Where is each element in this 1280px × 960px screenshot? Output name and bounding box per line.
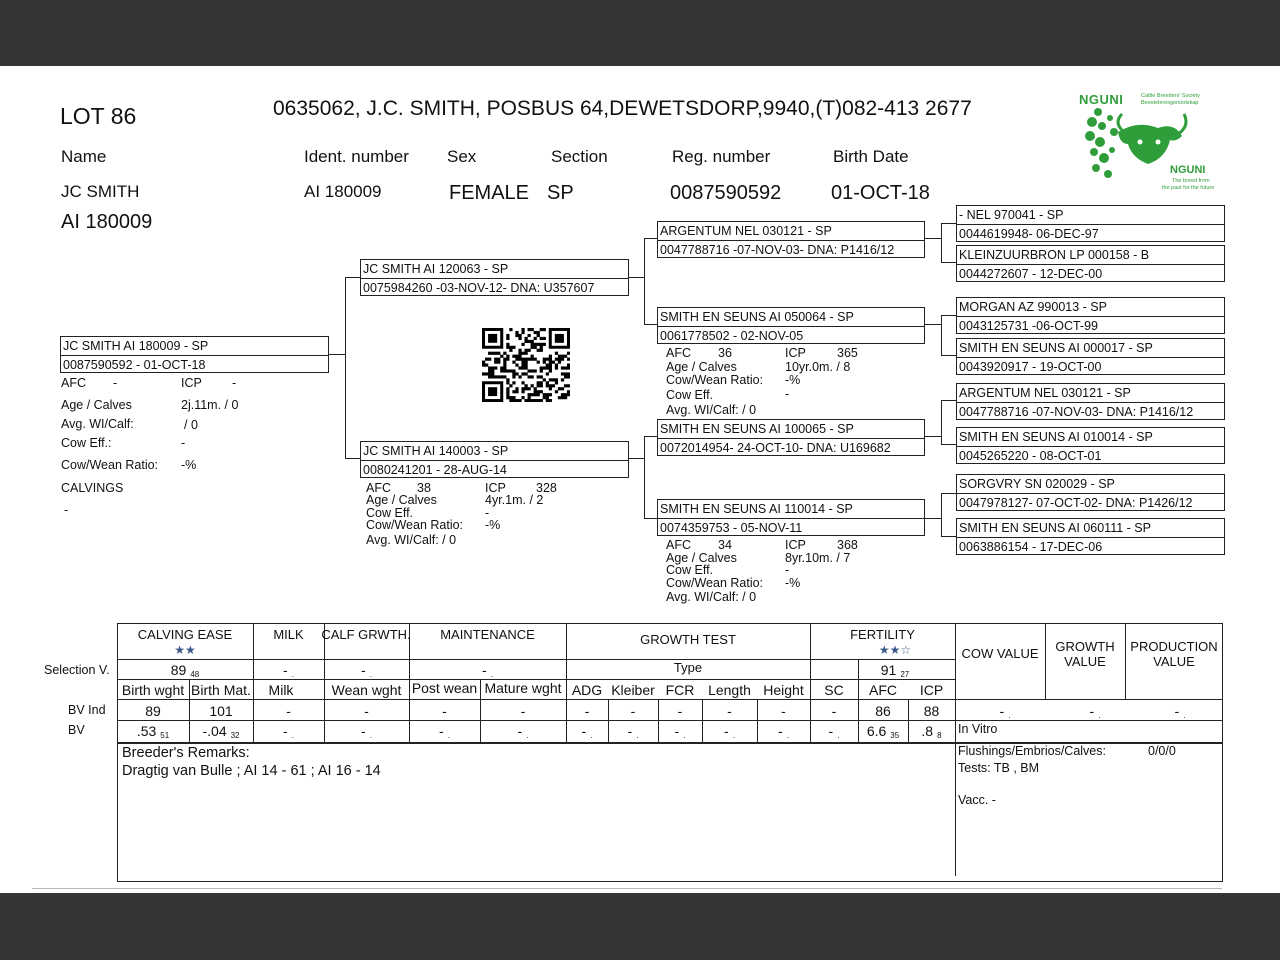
ss-reg: 0047788716 -07-NOV-03- DNA: P1416/12 <box>660 243 895 257</box>
gg-reg: 0044619948- 06-DEC-97 <box>959 227 1099 241</box>
self-age: 2j.11m. / 0 <box>181 398 239 412</box>
ds-name: SMITH EN SEUNS AI 100065 - SP <box>658 420 924 439</box>
sd-afc-label: AFC <box>666 346 691 360</box>
flushings-value: 0/0/0 <box>1148 744 1176 758</box>
dam-reg: 0080241201 - 28-AUG-14 <box>363 463 507 477</box>
col-fcr: FCR <box>665 682 695 698</box>
col-birth-weight: Birth wght <box>121 682 185 698</box>
logo-brand: NGUNI <box>1170 164 1206 176</box>
dd-eff-label: Cow Eff. <box>666 563 714 577</box>
dam-age-label: Age / Calves <box>366 493 437 507</box>
bv-ind-cell: - <box>781 703 786 719</box>
dam-eff-label: Cow Eff. <box>366 506 414 520</box>
self-wean-label: Cow/Wean Ratio: <box>61 458 159 472</box>
bv-cell: - $_.$ <box>778 723 789 740</box>
dam-afc: 38 <box>417 481 431 495</box>
sd-wean-label: Cow/Wean Ratio: <box>666 373 764 387</box>
production-value-header-1: PRODUCTION <box>1130 639 1218 654</box>
gg-reg: 0047788716 -07-NOV-03- DNA: P1416/12 <box>959 405 1194 419</box>
maintenance-header: MAINTENANCE <box>440 627 535 642</box>
tests-text: Tests: TB , BM <box>958 761 1040 775</box>
dd-icp-label: ICP <box>785 538 806 552</box>
col-adg: ADG <box>571 682 603 698</box>
animal-sex: FEMALE <box>449 182 530 204</box>
dam-wean: -% <box>485 518 501 532</box>
gg-name: SMITH EN SEUNS AI 010014 - SP <box>957 428 1224 447</box>
gg-name: ARGENTUM NEL 030121 - SP <box>957 384 1224 403</box>
dd-reg: 0074359753 - 05-NOV-11 <box>660 521 803 535</box>
animal-name-2: AI 180009 <box>61 211 153 233</box>
bv-ind-label: BV Ind <box>68 703 106 717</box>
fertility-stars: ★★☆ <box>878 643 912 657</box>
selection-calving-ease: 89 $_{48}$ <box>170 662 200 679</box>
bv-ind-cell: - <box>584 703 590 719</box>
bv-ind-cell: - <box>677 703 683 719</box>
gg-reg: 0043125731 -06-OCT-99 <box>959 319 1098 333</box>
vacc-text: Vacc. - <box>958 793 996 807</box>
self-eff-label: Cow Eff.: <box>61 436 112 450</box>
bv-cell: - $_.$ <box>674 723 686 740</box>
self-wi-label: Avg. WI/Calf: <box>61 417 134 431</box>
bv-ind-cell: - <box>364 703 369 719</box>
bv-label: BV <box>68 723 85 737</box>
selection-milk: - $_.$ <box>283 662 294 679</box>
sd-eff-label: Cow Eff. <box>666 388 714 402</box>
dam-eff: - <box>485 506 490 520</box>
dd-age: 8yr.10m. / 7 <box>785 551 851 565</box>
col-afc: AFC <box>869 682 897 698</box>
logo-tagline-1: The breed from <box>1172 178 1210 184</box>
col-mature-weight: Mature wght <box>484 680 562 696</box>
bv-cell: -.04 $_{32}$ <box>202 723 240 740</box>
gg-name: SMITH EN SEUNS AI 000017 - SP <box>957 339 1224 358</box>
section-label: Section <box>551 147 608 166</box>
sd-afc: 36 <box>718 346 732 360</box>
self-wi: / 0 <box>184 418 198 432</box>
dd-afc: 34 <box>718 538 732 552</box>
gg-name: MORGAN AZ 990013 - SP <box>957 298 1224 317</box>
reg-label: Reg. number <box>672 147 771 166</box>
col-kleiber: Kleiber <box>611 682 655 698</box>
self-icp-label: ICP <box>181 376 202 390</box>
bv-cell: - $_.$ <box>581 723 593 740</box>
selection-maintenance: - $_.$ <box>482 662 493 679</box>
sire-name: JC SMITH AI 120063 - SP <box>361 260 628 279</box>
sd-age: 10yr.0m. / 8 <box>785 360 851 374</box>
self-eff: - <box>181 436 186 450</box>
gg-name: SORGVRY SN 020029 - SP <box>957 475 1224 494</box>
bv-ind-cell: - <box>520 703 526 719</box>
growth-value-header-2: VALUE <box>1064 654 1106 669</box>
dd-wi: Avg. WI/Calf: / 0 <box>666 590 757 604</box>
sd-wean: -% <box>785 373 801 387</box>
flushings-label: Flushings/Embrios/Calves: <box>958 744 1106 758</box>
animal-reg: 0087590592 <box>670 182 782 204</box>
remarks-text: Dragtig van Bulle ; AI 14 - 61 ; AI 16 - 14 <box>122 763 381 779</box>
dam-wi: Avg. WI/Calf: / 0 <box>366 533 457 547</box>
self-afc-label: AFC <box>61 376 86 390</box>
viewer-top-bar <box>0 0 1280 66</box>
production-value-header-2: VALUE <box>1153 654 1195 669</box>
gg-name: - NEL 970041 - SP <box>957 206 1224 225</box>
col-post-wean: Post wean <box>411 680 478 696</box>
dam-name: JC SMITH AI 140003 - SP <box>361 442 628 461</box>
gg-reg: 0044272607 - 12-DEC-00 <box>959 267 1103 281</box>
animal-birth: 01-OCT-18 <box>831 182 930 204</box>
dam-age: 4yr.1m. / 2 <box>485 493 544 507</box>
sd-name: SMITH EN SEUNS AI 050064 - SP <box>658 308 924 327</box>
sd-reg: 0061778502 - 02-NOV-05 <box>660 329 804 343</box>
remarks-label: Breeder's Remarks: <box>122 745 250 761</box>
lot-sheet-page <box>0 66 1280 893</box>
bv-ind-cell: - <box>727 703 732 719</box>
gg-reg: 0045265220 - 08-OCT-01 <box>959 449 1102 463</box>
col-birth-maternal: Birth Mat. <box>191 682 251 698</box>
dd-wean-label: Cow/Wean Ratio: <box>666 576 764 590</box>
self-reg: 0087590592 - 01-OCT-18 <box>63 358 206 372</box>
milk-header: MILK <box>273 627 304 642</box>
breeder-contact: 0635062, J.C. SMITH, POSBUS 64,DEWETSDORP,9940,(T)082-413 2677 <box>273 97 972 120</box>
bv-cell: - $_.$ <box>283 723 294 740</box>
bv-ind-production-value: - $_.$ <box>1174 703 1186 720</box>
dd-icp: 368 <box>837 538 858 552</box>
gg-reg: 0043920917 - 19-OCT-00 <box>959 360 1102 374</box>
bv-ind-cell: - <box>286 703 291 719</box>
selection-value-label: Selection V. <box>44 663 110 677</box>
logo-title: NGUNI <box>1079 92 1124 107</box>
bv-cell: .8 $_8$ <box>921 723 942 740</box>
bv-cell: - $_.$ <box>439 723 450 740</box>
bv-cell: .53 $_{51}$ <box>136 723 170 740</box>
bv-ind-cell: - <box>831 703 837 719</box>
gg-reg: 0047978127- 07-OCT-02- DNA: P1426/12 <box>959 496 1193 510</box>
birth-label: Birth Date <box>833 147 909 166</box>
col-length: Length <box>708 682 751 698</box>
bv-cell: - $_.$ <box>627 723 639 740</box>
selection-calf-growth: - $_.$ <box>361 662 372 679</box>
growth-test-header: GROWTH TEST <box>640 632 736 647</box>
cow-value-header: COW VALUE <box>961 646 1039 661</box>
bv-ind-growth-value: - $_.$ <box>1089 703 1101 720</box>
calving-ease-stars: ★★ <box>174 643 196 657</box>
self-calvings-label: CALVINGS <box>61 481 124 495</box>
dam-wean-label: Cow/Wean Ratio: <box>366 518 464 532</box>
bv-cell: - $_.$ <box>361 723 372 740</box>
dd-name: SMITH EN SEUNS AI 110014 - SP <box>658 500 924 519</box>
gg-name: SMITH EN SEUNS AI 060111 - SP <box>957 519 1224 538</box>
calf-growth-header: CALF GRWTH. <box>321 627 411 642</box>
growth-value-header-1: GROWTH <box>1055 639 1115 654</box>
animal-ident: AI 180009 <box>304 182 382 201</box>
dam-afc-label: AFC <box>366 481 391 495</box>
bv-cell: 6.6 $_{35}$ <box>866 723 900 740</box>
col-milk: Milk <box>268 682 294 698</box>
self-calvings: - <box>64 503 69 517</box>
gg-reg: 0063886154 - 17-DEC-06 <box>959 540 1103 554</box>
type-header: Type <box>673 660 703 675</box>
gg-name: KLEINZUURBRON LP 000158 - B <box>957 246 1224 265</box>
page-bottom-rule <box>32 888 1222 889</box>
bv-ind-cell: 86 <box>875 703 891 719</box>
col-icp: ICP <box>919 682 944 698</box>
ss-name: ARGENTUM NEL 030121 - SP <box>658 222 924 241</box>
dam-icp-label: ICP <box>485 481 506 495</box>
calving-ease-header: CALVING EASE <box>137 627 233 642</box>
self-afc: - <box>113 376 118 390</box>
col-wean-weight: Wean wght <box>331 682 402 698</box>
sd-icp: 365 <box>837 346 858 360</box>
bv-ind-cell: 101 <box>209 703 233 719</box>
sd-eff: - <box>785 387 790 401</box>
dd-wean: -% <box>785 576 801 590</box>
col-height: Height <box>763 682 804 698</box>
self-icp: - <box>232 376 237 390</box>
self-age-label: Age / Calves <box>61 398 132 412</box>
in-vitro-label: In Vitro <box>958 722 998 736</box>
sd-wi: Avg. WI/Calf: / 0 <box>666 403 757 417</box>
fertility-header: FERTILITY <box>850 627 915 642</box>
viewer-bottom-bar <box>0 893 1280 960</box>
dd-eff: - <box>785 563 790 577</box>
name-label: Name <box>61 147 107 166</box>
dam-icp: 328 <box>536 481 557 495</box>
sex-label: Sex <box>447 147 477 166</box>
sd-icp-label: ICP <box>785 346 806 360</box>
selection-fertility: 91 $_{27}$ <box>880 662 910 679</box>
bv-ind-cell: - <box>630 703 636 719</box>
self-name: JC SMITH AI 180009 - SP <box>61 337 328 356</box>
animal-name: JC SMITH <box>61 182 140 201</box>
self-wean: -% <box>181 458 197 472</box>
sire-reg: 0075984260 -03-NOV-12- DNA: U357607 <box>363 281 595 295</box>
col-sc: SC <box>824 682 844 698</box>
ident-label: Ident. number <box>304 147 409 166</box>
bv-ind-cell: 88 <box>923 703 940 719</box>
logo-tagline-2: the past for the future <box>1162 185 1215 191</box>
dd-afc-label: AFC <box>666 538 691 552</box>
ds-reg: 0072014954- 24-OCT-10- DNA: U169682 <box>660 441 891 455</box>
sd-age-label: Age / Calves <box>666 360 737 374</box>
bv-cell: - $_.$ <box>724 723 735 740</box>
animal-section: SP <box>547 182 574 204</box>
bv-ind-cow-value: - $_.$ <box>999 703 1011 720</box>
bv-cell: - $_.$ <box>828 723 840 740</box>
dd-age-label: Age / Calves <box>666 551 737 565</box>
bv-ind-cell: - <box>442 703 447 719</box>
logo-subtitle-1: Cattle Breeders' Society <box>1141 93 1200 99</box>
lot-number: LOT 86 <box>60 103 137 129</box>
bv-cell: - $_.$ <box>517 723 529 740</box>
logo-subtitle-2: Beesteleresgenootskap <box>1141 100 1199 106</box>
bv-ind-cell: 89 <box>145 703 161 719</box>
